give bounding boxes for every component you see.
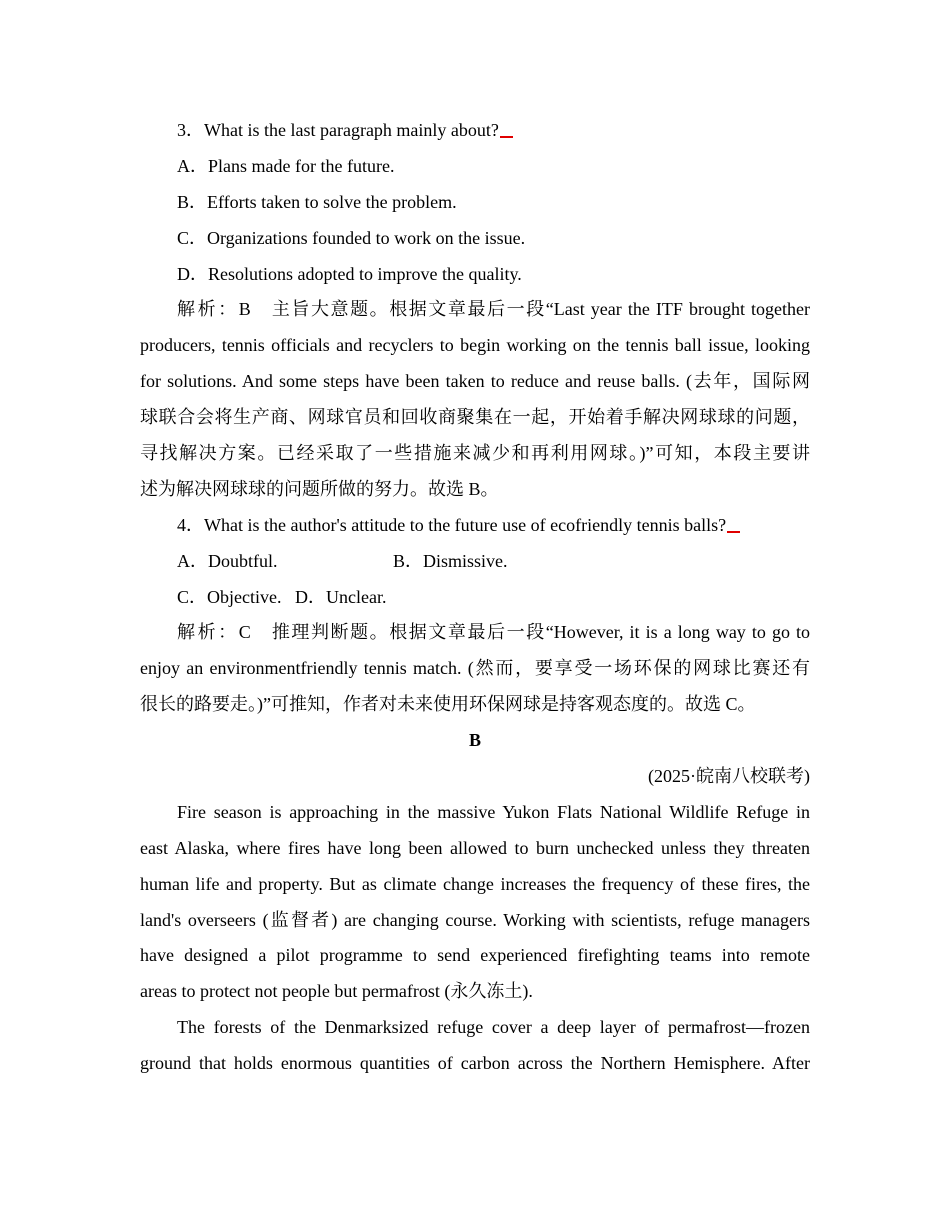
q3-analysis-line: 球联合会将生产商、网球官员和回收商聚集在一起，开始着手解决网球球的问题， <box>140 407 810 428</box>
paragraph-line: have designed a pilot programme to send experienced firefighting teams into remote <box>140 945 810 966</box>
q3-analysis-line: 寻找解决方案。已经采取了一些措施来减少和再利用网球。)”可知，本段主要讲 <box>140 443 810 464</box>
q4-analysis-line: 很长的路要走。)”可推知，作者对未来使用环保网球是持客观态度的。故选 C。 <box>140 694 756 715</box>
q4-options-row-2 <box>140 580 810 616</box>
q3-option-b: B．Efforts taken to solve the problem. <box>177 191 457 212</box>
q4-analysis-line: enjoy an environmentfriendly tennis match. (然而，要享受一场环保的网球比赛还有 <box>140 658 810 679</box>
section-heading: B <box>468 730 481 751</box>
document-page <box>140 113 810 1082</box>
paragraph-line: Fire season is approaching in the massive Yukon Flats National Wildlife Refuge in <box>177 801 810 822</box>
source-note: (2025·皖南八校联考) <box>648 766 810 787</box>
paragraph-line: human life and property. But as climate change increases the frequency of these fires, the <box>140 873 810 894</box>
q3-analysis-line: 述为解决网球球的问题所做的努力。故选 B。 <box>140 478 499 499</box>
paragraph-line: The forests of the Denmarksized refuge cover a deep layer of permafrost—frozen <box>177 1017 810 1038</box>
q3-answer-blank <box>500 136 513 138</box>
paragraph-line: areas to protect not people but permafrost (永久冻土). <box>140 981 533 1002</box>
q4-options-row-1 <box>140 544 810 580</box>
q4-analysis-line: 解析：C 推理判断题。根据文章最后一段“However, it is a long way to go to <box>177 622 811 643</box>
q3-stem: 3．What is the last paragraph mainly about? <box>140 113 810 149</box>
q3-option-c: C．Organizations founded to work on the issue. <box>177 227 526 248</box>
paragraph-line: ground that holds enormous quantities of carbon across the Northern Hemisphere. After <box>140 1053 810 1074</box>
q4-answer-blank <box>727 531 740 533</box>
q4-option-d: D．Unclear. <box>294 586 387 607</box>
q3-analysis-line: producers, tennis officials and recyclers to begin working on the tennis ball issue, looking <box>140 335 810 356</box>
q4-analysis-label: 解析： <box>177 622 239 643</box>
q3-analysis-line: 解析：B 主旨大意题。根据文章最后一段“Last year the ITF brought together <box>177 299 811 320</box>
q4-option-c: C．Objective. <box>177 586 282 607</box>
paragraph-line: east Alaska, where fires have long been allowed to burn unchecked unless they threaten <box>140 837 810 858</box>
q3-option-a: A．Plans made for the future. <box>177 155 395 176</box>
q3-option-d: D．Resolutions adopted to improve the quality. <box>177 263 522 284</box>
paragraph-line: land's overseers (监督者) are changing course. Working with scientists, refuge managers <box>140 909 810 930</box>
q4-option-b: B．Dismissive. <box>393 550 508 571</box>
q4-option-a: A．Doubtful. <box>177 550 278 571</box>
q4-stem: 4．What is the author's attitude to the future use of ecofriendly tennis balls? <box>140 508 810 544</box>
q3-analysis-label: 解析： <box>177 299 239 320</box>
q3-analysis-line: for solutions. And some steps have been taken to reduce and reuse balls. (去年，国际网 <box>140 371 810 392</box>
